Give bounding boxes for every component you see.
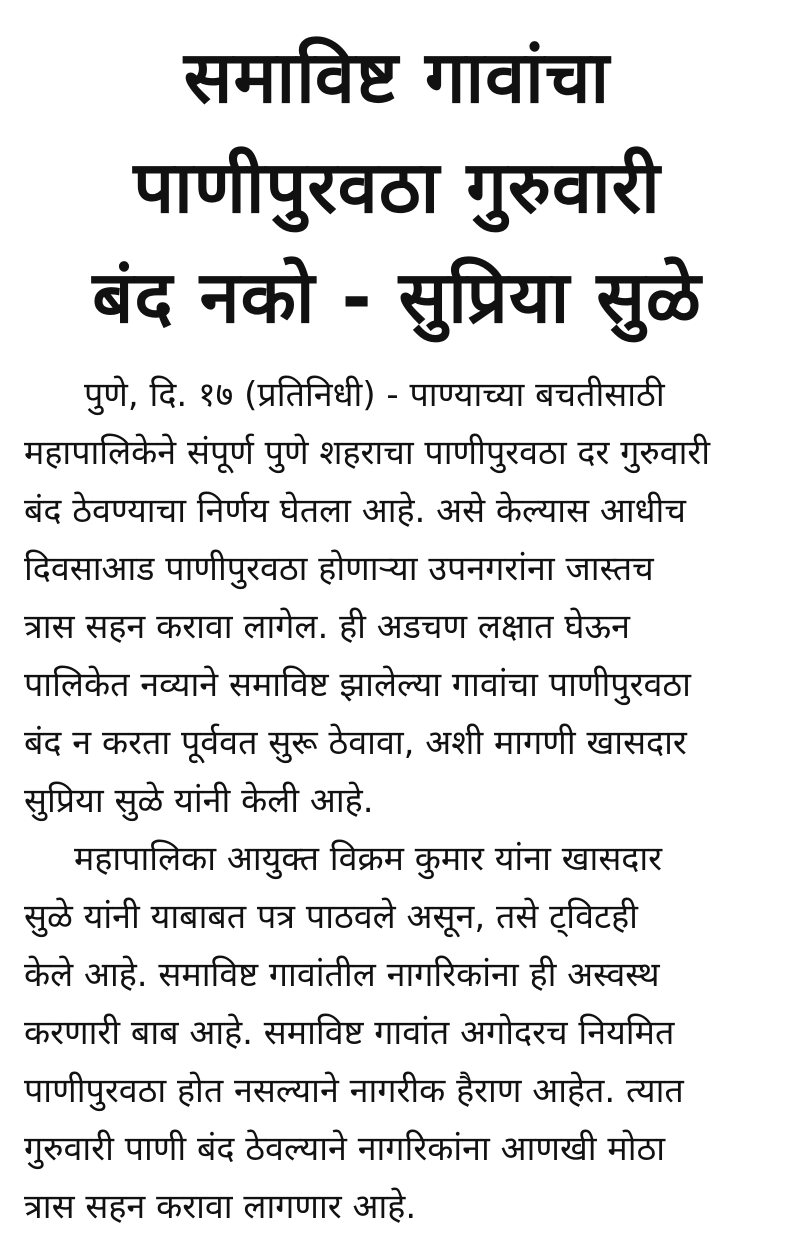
text-line: महापालिकेने संपूर्ण पुणे शहराचा पाणीपुरवठा दर गुरुवारी	[24, 433, 711, 473]
text-line: पाणीपुरवठा होत नसल्याने नागरीक हैराण आहेत. त्यात	[24, 1071, 684, 1111]
article-body	[24, 366, 770, 1236]
text-line: दिवसाआड पाणीपुरवठा होणाऱ्या उपनगरांना जास्तच	[24, 549, 654, 589]
headline-line: पाणीपुरवठा गुरुवारी	[133, 145, 661, 229]
headline-line: समाविष्ट गावांचा	[183, 35, 611, 119]
text-line: केले आहे. समाविष्ट गावांतील नागरिकांना ही अस्वस्थ	[24, 955, 660, 995]
text-line: बंद न करता पूर्ववत सुरू ठेवावा, अशी मागणी खासदार	[24, 723, 687, 763]
text-line: पुणे, दि. १७ (प्रतिनिधी) - पाण्याच्या बचतीसाठी	[84, 375, 665, 415]
text-line: बंद ठेवण्याचा निर्णय घेतला आहे. असे केल्यास आधीच	[24, 491, 686, 531]
headline-line: बंद नको - सुप्रिया सुळे	[92, 255, 702, 339]
text-line: सुळे यांनी याबाबत पत्र पाठवले असून, तसे ट्विटही	[24, 897, 638, 937]
text-line: त्रास सहन करावा लागणार आहे.	[24, 1187, 417, 1227]
paragraph-1	[24, 366, 770, 830]
headline	[24, 22, 770, 352]
text-line: सुप्रिया सुळे यांनी केली आहे.	[24, 781, 374, 821]
text-line: गुरुवारी पाणी बंद ठेवल्याने नागरिकांना आणखी मोठा	[24, 1129, 666, 1169]
text-line: महापालिका आयुक्त विक्रम कुमार यांना खासदार	[74, 839, 663, 879]
paragraph-2	[24, 830, 770, 1236]
text-line: त्रास सहन करावा लागेल. ही अडचण लक्षात घेऊन	[24, 607, 630, 647]
text-line: पालिकेत नव्याने समाविष्ट झालेल्या गावांचा पाणीपुरवठा	[24, 665, 691, 705]
text-line: करणारी बाब आहे. समाविष्ट गावांत अगोदरच नियमित	[24, 1013, 675, 1053]
